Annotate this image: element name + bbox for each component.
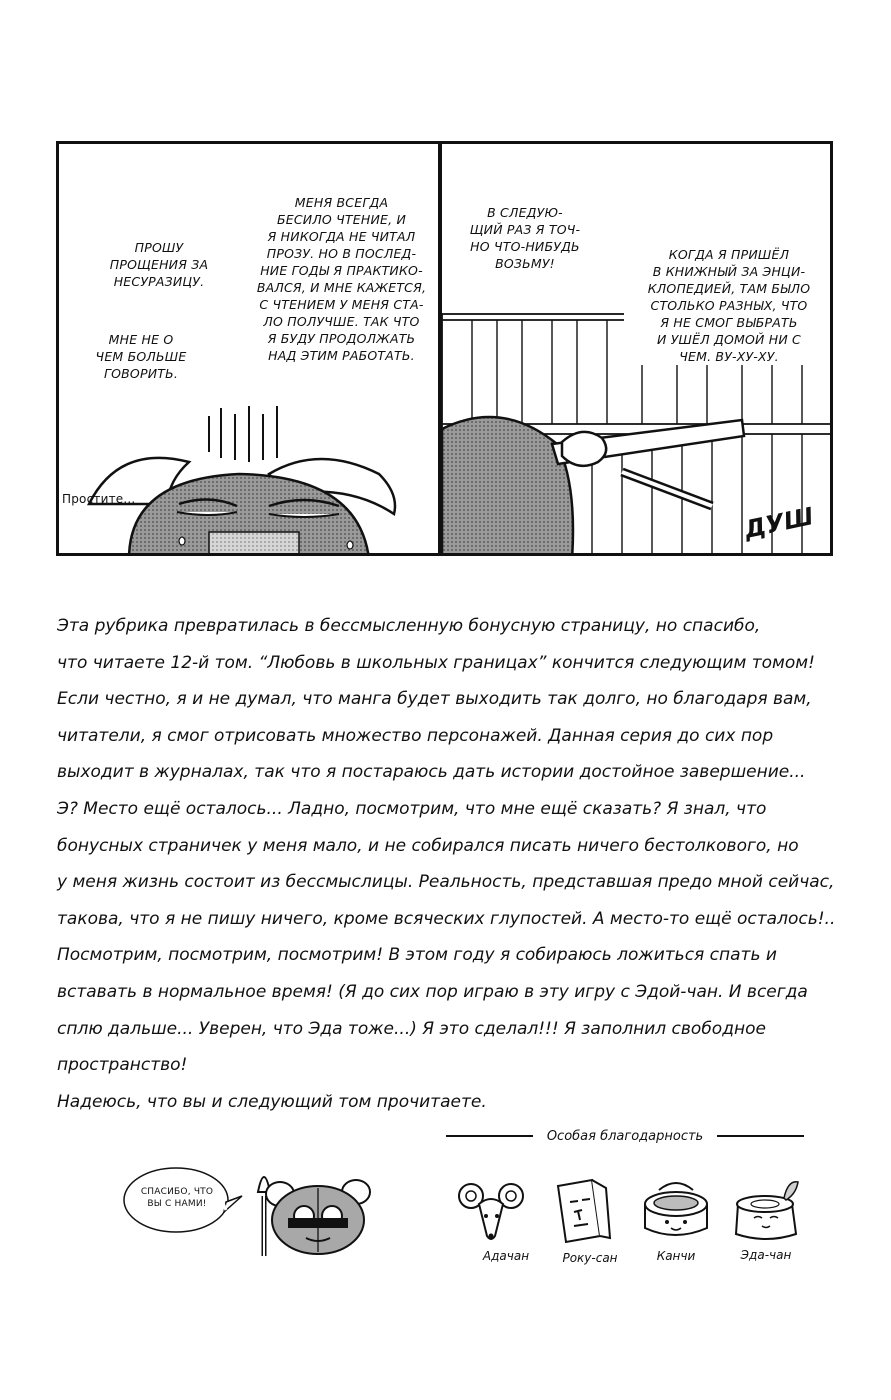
essay-line: бонусных страничек у меня мало, и не собирался писать ничего бестолкового, но [57,835,799,856]
credit-name: Эда-чан [740,1248,792,1262]
essay-line: Если честно, я и не думал, что манга будет выходить так долго, но благодаря вам, [57,689,812,710]
essay-line: такова, что я не пишу ничего, кроме всяческих глупостей. А место-то ещё осталось!.. [57,908,836,929]
mouse-icon [455,1178,527,1248]
essay-line: читатели, я смог отрисовать множество персонажей. Данная серия до сих пор [57,725,774,746]
special-thanks-header [446,1124,804,1148]
author-essay [57,608,857,1120]
essay-line: у меня жизнь состоит из бессмыслицы. Реальность, представшая предо мной сейчас, [57,872,835,893]
bubble-nothing-to-say: МНЕ НЕ О ЧЕМ БОЛЬШЕ ГОВОРИТЬ. [95,332,187,381]
sfx-text: ДУШ [741,502,817,544]
comic-panel-left [56,141,441,556]
comic-panel-right [439,141,833,556]
stump-icon [728,1178,804,1244]
bubble-apology: ПРОШУ ПРОЩЕНИЯ ЗА НЕСУРАЗИЦУ. [109,240,209,289]
divider [717,1135,804,1137]
essay-line: Надеюсь, что вы и следующий том прочитаете. [57,1091,487,1112]
essay-line: выходит в журналах, так что я постараюсь дать истории достойное завершение... [57,762,806,783]
essay-line: пространство! [57,1055,188,1076]
mascot-speech: СПАСИБО, ЧТО ВЫ С НАМИ! [140,1187,214,1209]
credit-name: Канчи [656,1249,696,1263]
can-icon [639,1176,713,1244]
essay-line: Э? Место ещё осталось... Ладно, посмотрим, что мне ещё сказать? Я знал, что [57,798,767,819]
essay-line: что читаете 12-й том. “Любовь в школьных границах” кончится следующим томом! [57,652,815,673]
bubble-reading: МЕНЯ ВСЕГДА БЕСИЛО ЧТЕНИЕ, И Я НИКОГДА НЕ ЧИТАЛ ПРОЗУ. НО В ПОСЛЕД- НИЕ ГОДЫ Я ПРАКТИКО- ВАЛСЯ, И МНЕ КАЖЕТСЯ, С ЧТЕНИЕМ У МЕНЯ СТА- ЛО ПОЛУЧШЕ. ТАК ЧТО Я БУДУ ПРОДОЛЖАТЬ НАД ЭТИМ РАБОТАТЬ. [256,195,427,363]
divider [446,1135,533,1137]
essay-line: Посмотрим, посмотрим, посмотрим! В этом году я собираюсь ложиться спать и [57,945,777,966]
credit-name: Року-сан [562,1251,618,1265]
essay-line: Эта рубрика превратилась в бессмысленную бонусную страницу, но спасибо, [57,616,761,636]
book-face-icon [552,1176,614,1246]
essay-line: сплю дальше... Уверен, что Эда тоже...) Я это сделал!!! Я заполнил свободное [57,1018,766,1039]
bubble-bookstore: КОГДА Я ПРИШЁЛ В КНИЖНЫЙ ЗА ЭНЦИ- КЛОПЕДИЕЙ, ТАМ БЫЛО СТОЛЬКО РАЗНЫХ, ЧТО Я НЕ СМОГ ВЫБРАТЬ И УШЁЛ ДОМОЙ НИ С ЧЕМ. ВУ-ХУ-ХУ. [624,246,833,365]
sorry-label: Простите... [62,492,136,506]
credit-name: Адачан [482,1249,530,1263]
special-thanks-title: Особая благодарность [546,1128,704,1144]
bubble-next-time: В СЛЕДУЮ- ЩИЙ РАЗ Я ТОЧ- НО ЧТО-НИБУДЬ ВОЗЬМУ! [469,205,581,271]
essay-line: вставать в нормальное время! (Я до сих пор играю в эту игру с Эдой-чан. И всегда [57,981,808,1002]
